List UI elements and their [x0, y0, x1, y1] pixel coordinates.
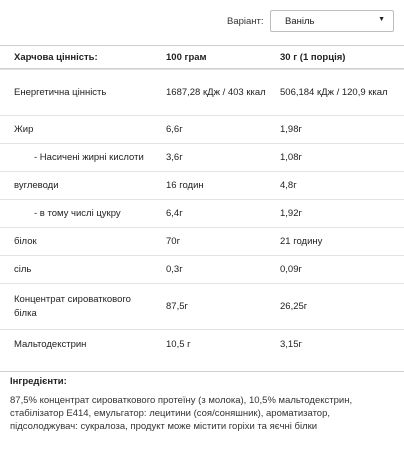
- chevron-down-icon: ▼: [378, 16, 385, 23]
- row-per-serving: 3,15г: [280, 339, 302, 350]
- row-name: Жир: [14, 123, 34, 135]
- row-name: вуглеводи: [14, 179, 59, 191]
- table-row: [0, 115, 404, 143]
- ingredients-text: 87,5% концентрат сироваткового протеїну (з молока), 10,5% мальтодекстрин, стабілізатор Е414, емульгатор: лецитини (соя/соняшник), ароматизатор, підсолоджувач: сукралоза, продукт може містити горіхи та яєчні білки: [10, 395, 353, 432]
- nutrition-table: [0, 45, 404, 360]
- row-per-serving: 1,98г: [280, 123, 302, 135]
- variant-label: Варіант:: [227, 16, 264, 27]
- table-row: [0, 255, 404, 283]
- row-name: - Насичені жирні кислоти: [34, 151, 144, 163]
- row-name: - в тому числі цукру: [34, 207, 121, 219]
- row-per100: 0,3г: [166, 263, 183, 275]
- variant-select[interactable]: [270, 10, 394, 32]
- row-name: Енергетична цінність: [14, 86, 107, 98]
- ingredients-title: Інгредієнти:: [10, 376, 67, 387]
- row-per100: 16 годин: [166, 179, 204, 191]
- row-per100: 1687,28 кДж / 403 ккал: [166, 86, 266, 98]
- row-per-serving: 1,08г: [280, 151, 302, 163]
- variant-selector-row: [0, 10, 404, 32]
- header-per-100g: 100 грам: [166, 52, 207, 63]
- row-per100: 3,6г: [166, 151, 183, 163]
- row-per-serving: 1,92г: [280, 207, 302, 219]
- table-row: [0, 143, 404, 171]
- row-per-serving: 21 годину: [280, 235, 323, 247]
- table-row: [0, 329, 404, 360]
- row-name: Концентрат сироваткового білка: [14, 293, 131, 319]
- table-row: [0, 171, 404, 199]
- ingredients-section: [0, 371, 404, 432]
- row-per-serving: 0,09г: [280, 263, 302, 275]
- row-per100: 70г: [166, 235, 181, 247]
- row-per100: 10,5 г: [166, 339, 191, 350]
- row-per100: 6,6г: [166, 123, 183, 135]
- row-per-serving: 4,8г: [280, 179, 297, 191]
- row-per-serving: 506,184 кДж / 120,9 ккал: [280, 86, 388, 98]
- row-name: білок: [14, 235, 37, 247]
- table-row: [0, 283, 404, 329]
- row-name: Мальтодекстрин: [14, 339, 87, 350]
- row-per100: 6,4г: [166, 207, 183, 219]
- row-per-serving: 26,25г: [280, 300, 308, 312]
- variant-selected-value: Ваніль: [285, 16, 315, 27]
- table-row: [0, 227, 404, 255]
- table-row: [0, 69, 404, 115]
- nutrition-table-header: [0, 45, 404, 69]
- row-per100: 87,5г: [166, 300, 188, 312]
- header-per-serving: 30 г (1 порція): [280, 52, 346, 63]
- table-row: [0, 199, 404, 227]
- header-nutrition-value: Харчова цінність:: [14, 52, 98, 63]
- row-name: сіль: [14, 263, 32, 275]
